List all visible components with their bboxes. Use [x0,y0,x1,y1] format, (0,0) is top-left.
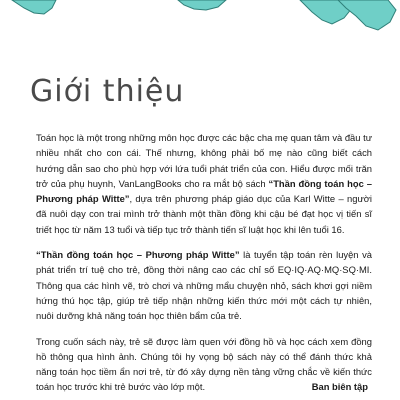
page-title: Giới thiệu [30,74,185,109]
paragraph-1-tail: , dựa trên phương pháp giáo dục của Karl Witte – người đã nuôi dạy con trai mình trở thành một thần đồng khi cậu bé đạt học vị tiến sĩ triết học từ năm 13 tuổi và tiếp tục trở thành tiến sĩ luật học khi lên tuổi 16. [36,193,372,235]
paragraph-3: Trong cuốn sách này, trẻ sẽ được làm quen với đồng hồ và học cách xem đồng hồ thông qua hình ảnh. Chúng tôi hy vọng bộ sách này có thể đánh thức khả năng toán học tiềm ẩn nơi trẻ, từ đó xây dựng nền tảng vững chắc về kiến thức toán học trước khi trẻ bước vào lớp một. [36,335,372,393]
paragraph-2-tail: là tuyển tập toán rèn luyện và phát triển trí tuệ cho trẻ, đồng thời nâng cao các chỉ số EQ·IQ·AQ·MQ·SQ·MI. Thông qua các hình vẽ, trò chơi và những mẩu chuyện nhỏ, sách khơi gợi niềm hứng thú học tập, giúp trẻ tiếp nhận những kiến thức mới một cách tự nhiên, nuôi dưỡng khả năng toán học thiên bẩm của trẻ. [36,249,373,322]
book-title: “Thần đồng toán học – Phương pháp Witte” [36,249,240,261]
top-decoration [0,0,400,40]
paragraph-2 [36,247,372,323]
introduction-body [36,130,372,400]
paragraph-1 [36,130,372,237]
book-title: “Thần đồng toán học – Phương pháp Witte” [36,177,372,205]
paragraph-1-text: Toán học là một trong những môn học được các bậc cha mẹ quan tâm và đầu tư nhiều nhất cho con cái. Thế nhưng, không phải bố mẹ nào cũng biết cách hướng dẫn sao cho phù hợp với lứa tuổi phát triển của con. Hiểu được mối trăn trở của phụ huynh, VanLangBooks cho ra mắt bộ sách [36,132,372,189]
decoration-shape-left [12,0,56,14]
decoration-shape-center [178,0,226,10]
signature: Ban biên tập [311,381,368,392]
